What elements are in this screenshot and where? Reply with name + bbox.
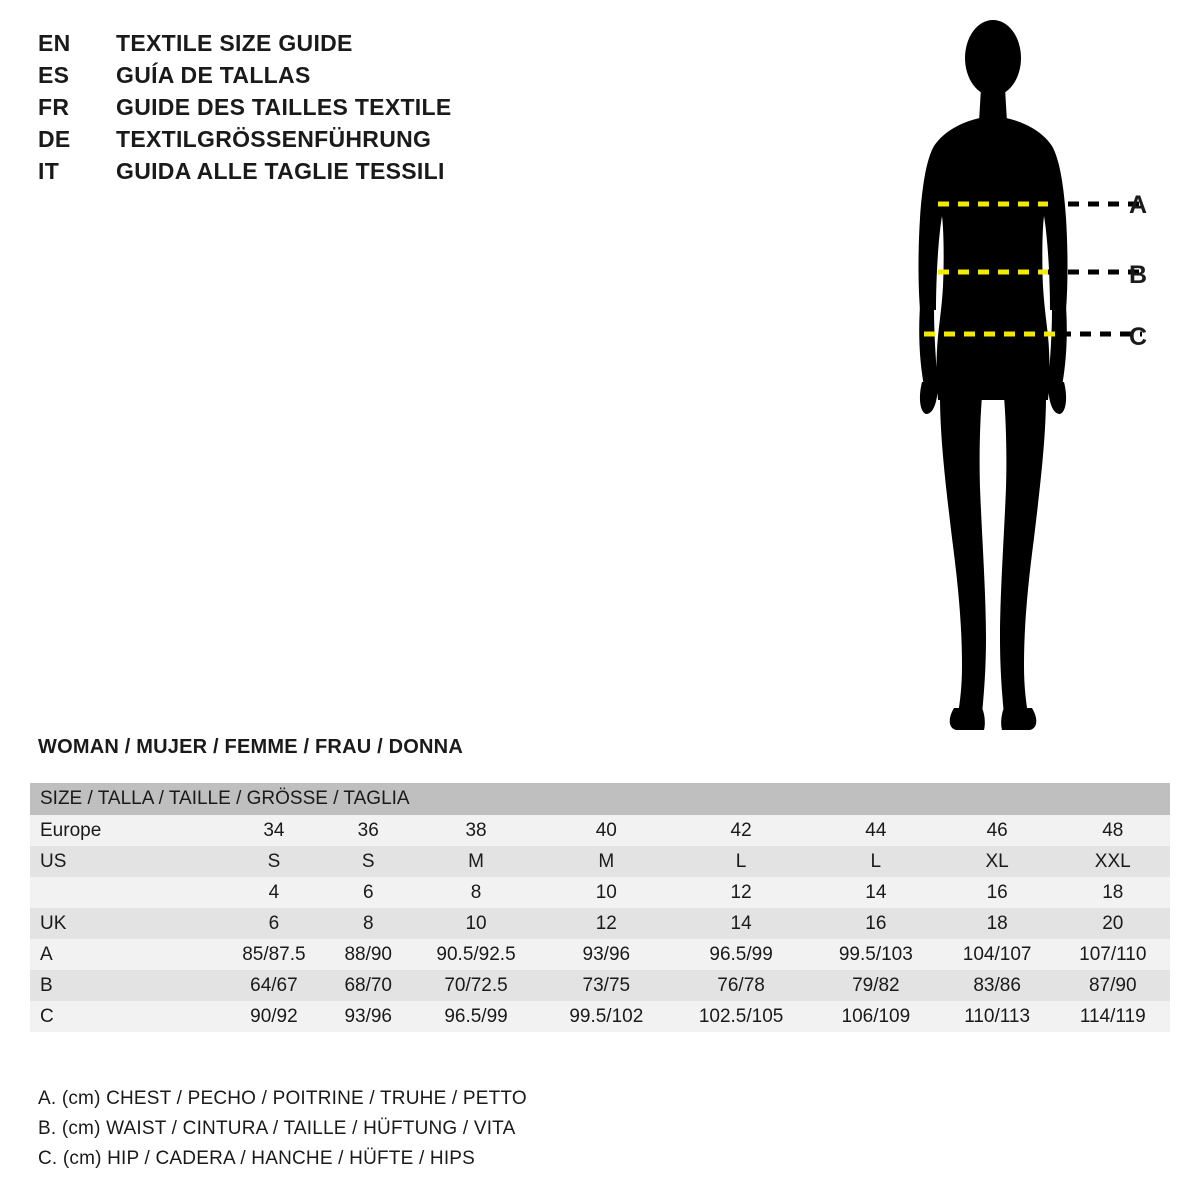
cell: XXL (1056, 846, 1170, 877)
cell: 64/67 (220, 970, 328, 1001)
cell: 83/86 (939, 970, 1056, 1001)
language-code: FR (38, 94, 70, 120)
cell: 8 (328, 908, 409, 939)
cell: 12 (669, 877, 813, 908)
row-label: B (30, 970, 220, 1001)
row-label: UK (30, 908, 220, 939)
language-code: EN (38, 30, 71, 56)
language-row (38, 62, 658, 94)
language-code: IT (38, 158, 60, 184)
cell: M (543, 846, 669, 877)
row-label: C (30, 1001, 220, 1032)
cell: 102.5/105 (669, 1001, 813, 1032)
cell: 73/75 (543, 970, 669, 1001)
cell: 14 (669, 908, 813, 939)
cell: 107/110 (1056, 939, 1170, 970)
cell: 18 (939, 908, 1056, 939)
table-row (30, 908, 1170, 939)
cell: 70/72.5 (409, 970, 544, 1001)
female-body-figure (850, 18, 1180, 738)
cell: 10 (543, 877, 669, 908)
cell: 4 (220, 877, 328, 908)
cell: 76/78 (669, 970, 813, 1001)
language-code: DE (38, 126, 71, 152)
cell: L (669, 846, 813, 877)
cell: 16 (939, 877, 1056, 908)
cell: 42 (669, 815, 813, 846)
cell: 12 (543, 908, 669, 939)
cell: 18 (1056, 877, 1170, 908)
cell: 48 (1056, 815, 1170, 846)
language-title: TEXTILE SIZE GUIDE (116, 30, 353, 56)
measure-label-c: C (1129, 323, 1148, 351)
cell: 93/96 (543, 939, 669, 970)
table-row (30, 939, 1170, 970)
cell: 90/92 (220, 1001, 328, 1032)
cell: XL (939, 846, 1056, 877)
cell: 90.5/92.5 (409, 939, 544, 970)
language-row (38, 30, 658, 62)
table-header-label: SIZE / TALLA / TAILLE / GRÖSSE / TAGLIA (30, 783, 1170, 815)
language-title: GUÍA DE TALLAS (116, 62, 311, 88)
language-code: ES (38, 62, 70, 88)
row-label: A (30, 939, 220, 970)
cell: S (220, 846, 328, 877)
table-row (30, 1001, 1170, 1032)
cell: 8 (409, 877, 544, 908)
language-row (38, 158, 658, 190)
cell: 44 (813, 815, 939, 846)
cell: 16 (813, 908, 939, 939)
language-title: TEXTILGRÖSSENFÜHRUNG (116, 126, 432, 152)
cell: 79/82 (813, 970, 939, 1001)
table-row (30, 815, 1170, 846)
language-row (38, 126, 658, 158)
cell: 99.5/103 (813, 939, 939, 970)
table-header-row (30, 783, 1170, 815)
cell: 6 (328, 877, 409, 908)
cell: 87/90 (1056, 970, 1170, 1001)
cell: L (813, 846, 939, 877)
cell: 46 (939, 815, 1056, 846)
cell: 34 (220, 815, 328, 846)
size-table (30, 783, 1170, 1032)
table-row (30, 970, 1170, 1001)
cell: 36 (328, 815, 409, 846)
cell: 99.5/102 (543, 1001, 669, 1032)
measure-label-a: A (1129, 191, 1148, 219)
table-row (30, 877, 1170, 908)
measurement-legend (38, 1088, 938, 1178)
language-title: GUIDE DES TAILLES TEXTILE (116, 94, 452, 120)
cell: M (409, 846, 544, 877)
cell: 68/70 (328, 970, 409, 1001)
cell: 93/96 (328, 1001, 409, 1032)
cell: 14 (813, 877, 939, 908)
language-title-list (38, 30, 658, 190)
language-row (38, 94, 658, 126)
table-row (30, 846, 1170, 877)
cell: S (328, 846, 409, 877)
cell: 10 (409, 908, 544, 939)
cell: 20 (1056, 908, 1170, 939)
cell: 96.5/99 (409, 1001, 544, 1032)
row-label: US (30, 846, 220, 877)
row-label: Europe (30, 815, 220, 846)
cell: 88/90 (328, 939, 409, 970)
language-title: GUIDA ALLE TAGLIE TESSILI (116, 158, 445, 184)
measure-label-b: B (1129, 261, 1148, 289)
legend-item-hip: C. (cm) HIP / CADERA / HANCHE / HÜFTE / HIPS (38, 1148, 476, 1169)
body-silhouette-icon (850, 18, 1180, 738)
cell: 96.5/99 (669, 939, 813, 970)
cell: 106/109 (813, 1001, 939, 1032)
cell: 85/87.5 (220, 939, 328, 970)
legend-item-waist: B. (cm) WAIST / CINTURA / TAILLE / HÜFTUNG / VITA (38, 1118, 516, 1139)
cell: 40 (543, 815, 669, 846)
cell: 110/113 (939, 1001, 1056, 1032)
legend-item-chest: A. (cm) CHEST / PECHO / POITRINE / TRUHE / PETTO (38, 1088, 527, 1109)
cell: 38 (409, 815, 544, 846)
section-caption: WOMAN / MUJER / FEMME / FRAU / DONNA (38, 736, 463, 758)
cell: 6 (220, 908, 328, 939)
cell: 114/119 (1056, 1001, 1170, 1032)
row-label (30, 877, 220, 908)
cell: 104/107 (939, 939, 1056, 970)
